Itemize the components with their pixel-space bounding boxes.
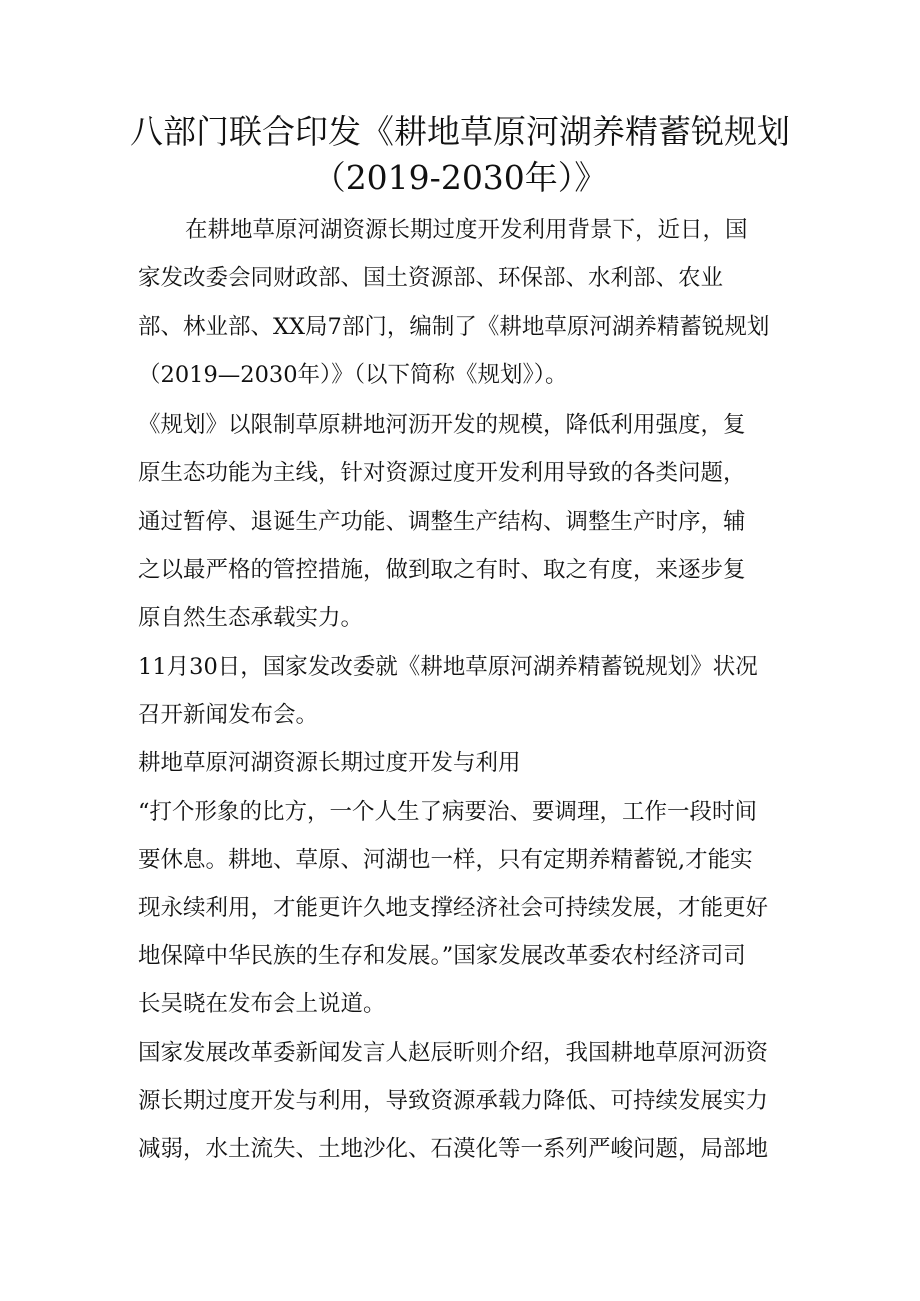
paragraph-2-line-1: 《规划》以限制草原耕地河沥开发的规模，降低利用强度，复 <box>138 412 746 438</box>
paragraph-3-line-2: 召开新闻发布会。 <box>138 702 319 728</box>
paragraph-2-line-3: 通过暂停、退诞生产功能、调整生产结构、调整生产时序，辅 <box>138 509 746 535</box>
paragraph-4-line-3: 现永续利用，才能更许久地支撑经济社会可持续发展，才能更好 <box>138 895 769 921</box>
paragraph-1-line-1: 在耕地草原河湖资源长期过度开发利用背景下，近日，国 <box>185 217 748 243</box>
paragraph-2-line-2: 原生态功能为主线，针对资源过度开发利用导致的各类问题， <box>138 460 746 486</box>
paragraph-1-line-3: 部、林业部、XX局7部门，编制了《耕地草原河湖养精蓄锐规划 <box>138 314 770 340</box>
section-heading: 耕地草原河湖资源长期过度开发与利用 <box>138 750 521 776</box>
document-title-line-2: （2019-2030年）》 <box>312 158 608 197</box>
paragraph-2-line-5: 原自然生态承载实力。 <box>138 605 364 631</box>
paragraph-4-line-4: 地保障中华民族的生存和发展。”国家发展改革委农村经济司司 <box>138 943 746 969</box>
document-title-line-1: 八部门联合印发《耕地草原河湖养精蓄锐规划 <box>130 112 790 151</box>
paragraph-3-line-1: 11月30日，国家发改委就《耕地草原河湖养精蓄锐规划》状况 <box>138 654 758 680</box>
paragraph-1-line-2: 家发改委会同财政部、国土资源部、环保部、水利部、农业 <box>138 265 724 291</box>
paragraph-5-line-1: 国家发展改革委新闻发言人赵辰昕则介绍，我国耕地草原河沥资 <box>138 1040 769 1066</box>
paragraph-4-line-5: 长吴晓在发布会上说道。 <box>138 991 386 1017</box>
paragraph-4-line-2: 要休息。耕地、草原、河湖也一样，只有定期养精蓄锐,才能实 <box>138 847 753 873</box>
paragraph-2-line-4: 之以最严格的管控措施，做到取之有时、取之有度，来逐步复 <box>138 557 746 583</box>
paragraph-5-line-3: 减弱，水土流失、土地沙化、石漠化等一系列严峻问题，局部地 <box>138 1136 769 1162</box>
paragraph-1-line-4: （2019—2030年）》（以下简称《规划》）。 <box>138 362 568 388</box>
paragraph-5-line-2: 源长期过度开发与利用，导致资源承载力降低、可持续发展实力 <box>138 1088 769 1114</box>
paragraph-4-line-1: “打个形象的比方，一个人生了病要治、要调理，工作一段时间 <box>138 799 758 825</box>
